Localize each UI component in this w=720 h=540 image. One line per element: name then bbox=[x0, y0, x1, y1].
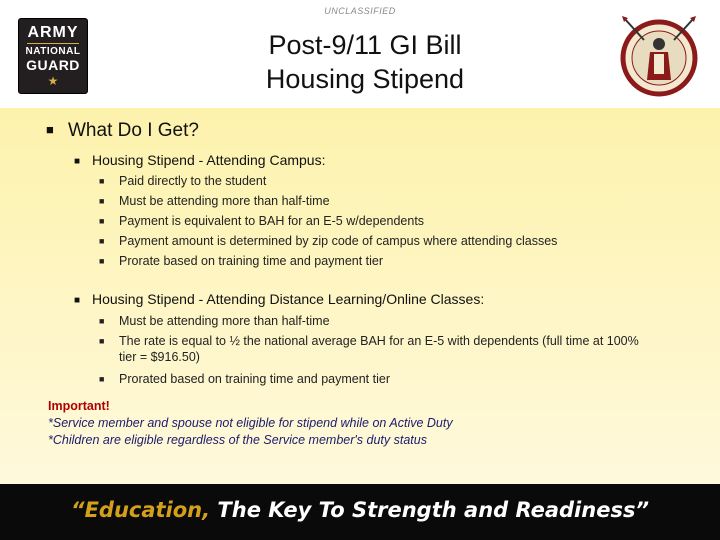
list-item: ■ Paid directly to the student bbox=[99, 174, 267, 188]
bullet-icon: ■ bbox=[99, 336, 105, 346]
important-note-2: *Children are eligible regardless of the Service member's duty status bbox=[48, 433, 427, 447]
bullet-icon: ■ bbox=[74, 295, 81, 306]
bullet-icon: ■ bbox=[99, 316, 105, 326]
quote-open: “ bbox=[71, 498, 85, 522]
list-item: ■ Must be attending more than half-time bbox=[99, 314, 330, 328]
important-label: Important! bbox=[48, 399, 110, 413]
header bbox=[0, 0, 720, 108]
list-item: ■ Payment amount is determined by zip code of campus where attending classes bbox=[99, 234, 558, 248]
slide-title bbox=[240, 28, 490, 96]
bullet-icon: ■ bbox=[74, 156, 81, 167]
title-line1: Post-9/11 GI Bill bbox=[268, 30, 462, 60]
classification-marking: UNCLASSIFIED bbox=[324, 6, 396, 16]
important-notes bbox=[48, 398, 453, 449]
footer-banner bbox=[0, 484, 720, 540]
footer-quote bbox=[0, 498, 720, 522]
quote-rest: The Key To Strength and Readiness” bbox=[210, 498, 649, 522]
list-item: ■ Prorate based on training time and payment tier bbox=[99, 254, 384, 268]
section2-title: ■ Housing Stipend - Attending Distance Learning/Online Classes: bbox=[74, 291, 485, 307]
star-icon: ★ bbox=[47, 74, 59, 88]
army-national-guard-logo bbox=[18, 18, 88, 94]
bullet-icon: ■ bbox=[99, 176, 105, 186]
bullet-icon: ■ bbox=[99, 236, 105, 246]
list-item: ■ The rate is equal to ½ the national average BAH for an E-5 with dependents (full time at 100% tier = $916.50) bbox=[99, 334, 639, 364]
section1-title: ■ Housing Stipend - Attending Campus: bbox=[74, 152, 326, 168]
logo-line1: ARMY bbox=[27, 24, 79, 41]
logo-divider bbox=[27, 43, 79, 44]
bullet-icon: ■ bbox=[46, 122, 54, 137]
minuteman-seal-icon bbox=[614, 10, 704, 102]
bullet-icon: ■ bbox=[99, 216, 105, 226]
important-note-1: *Service member and spouse not eligible for stipend while on Active Duty bbox=[48, 416, 453, 430]
quote-highlight: Education, bbox=[84, 498, 211, 522]
list-item: ■ Must be attending more than half-time bbox=[99, 194, 330, 208]
bullet-icon: ■ bbox=[99, 374, 105, 384]
bullet-icon: ■ bbox=[99, 196, 105, 206]
content-area bbox=[0, 108, 720, 484]
title-line2: Housing Stipend bbox=[265, 64, 465, 94]
logo-line3: GUARD bbox=[26, 57, 80, 73]
list-item: ■ Prorated based on training time and payment tier bbox=[99, 372, 390, 386]
heading-what-do-i-get: ■ What Do I Get? bbox=[46, 120, 199, 141]
list-item: ■ Payment is equivalent to BAH for an E-5 w/dependents bbox=[99, 214, 425, 228]
logo-line2: NATIONAL bbox=[25, 46, 81, 57]
bullet-icon: ■ bbox=[99, 256, 105, 266]
